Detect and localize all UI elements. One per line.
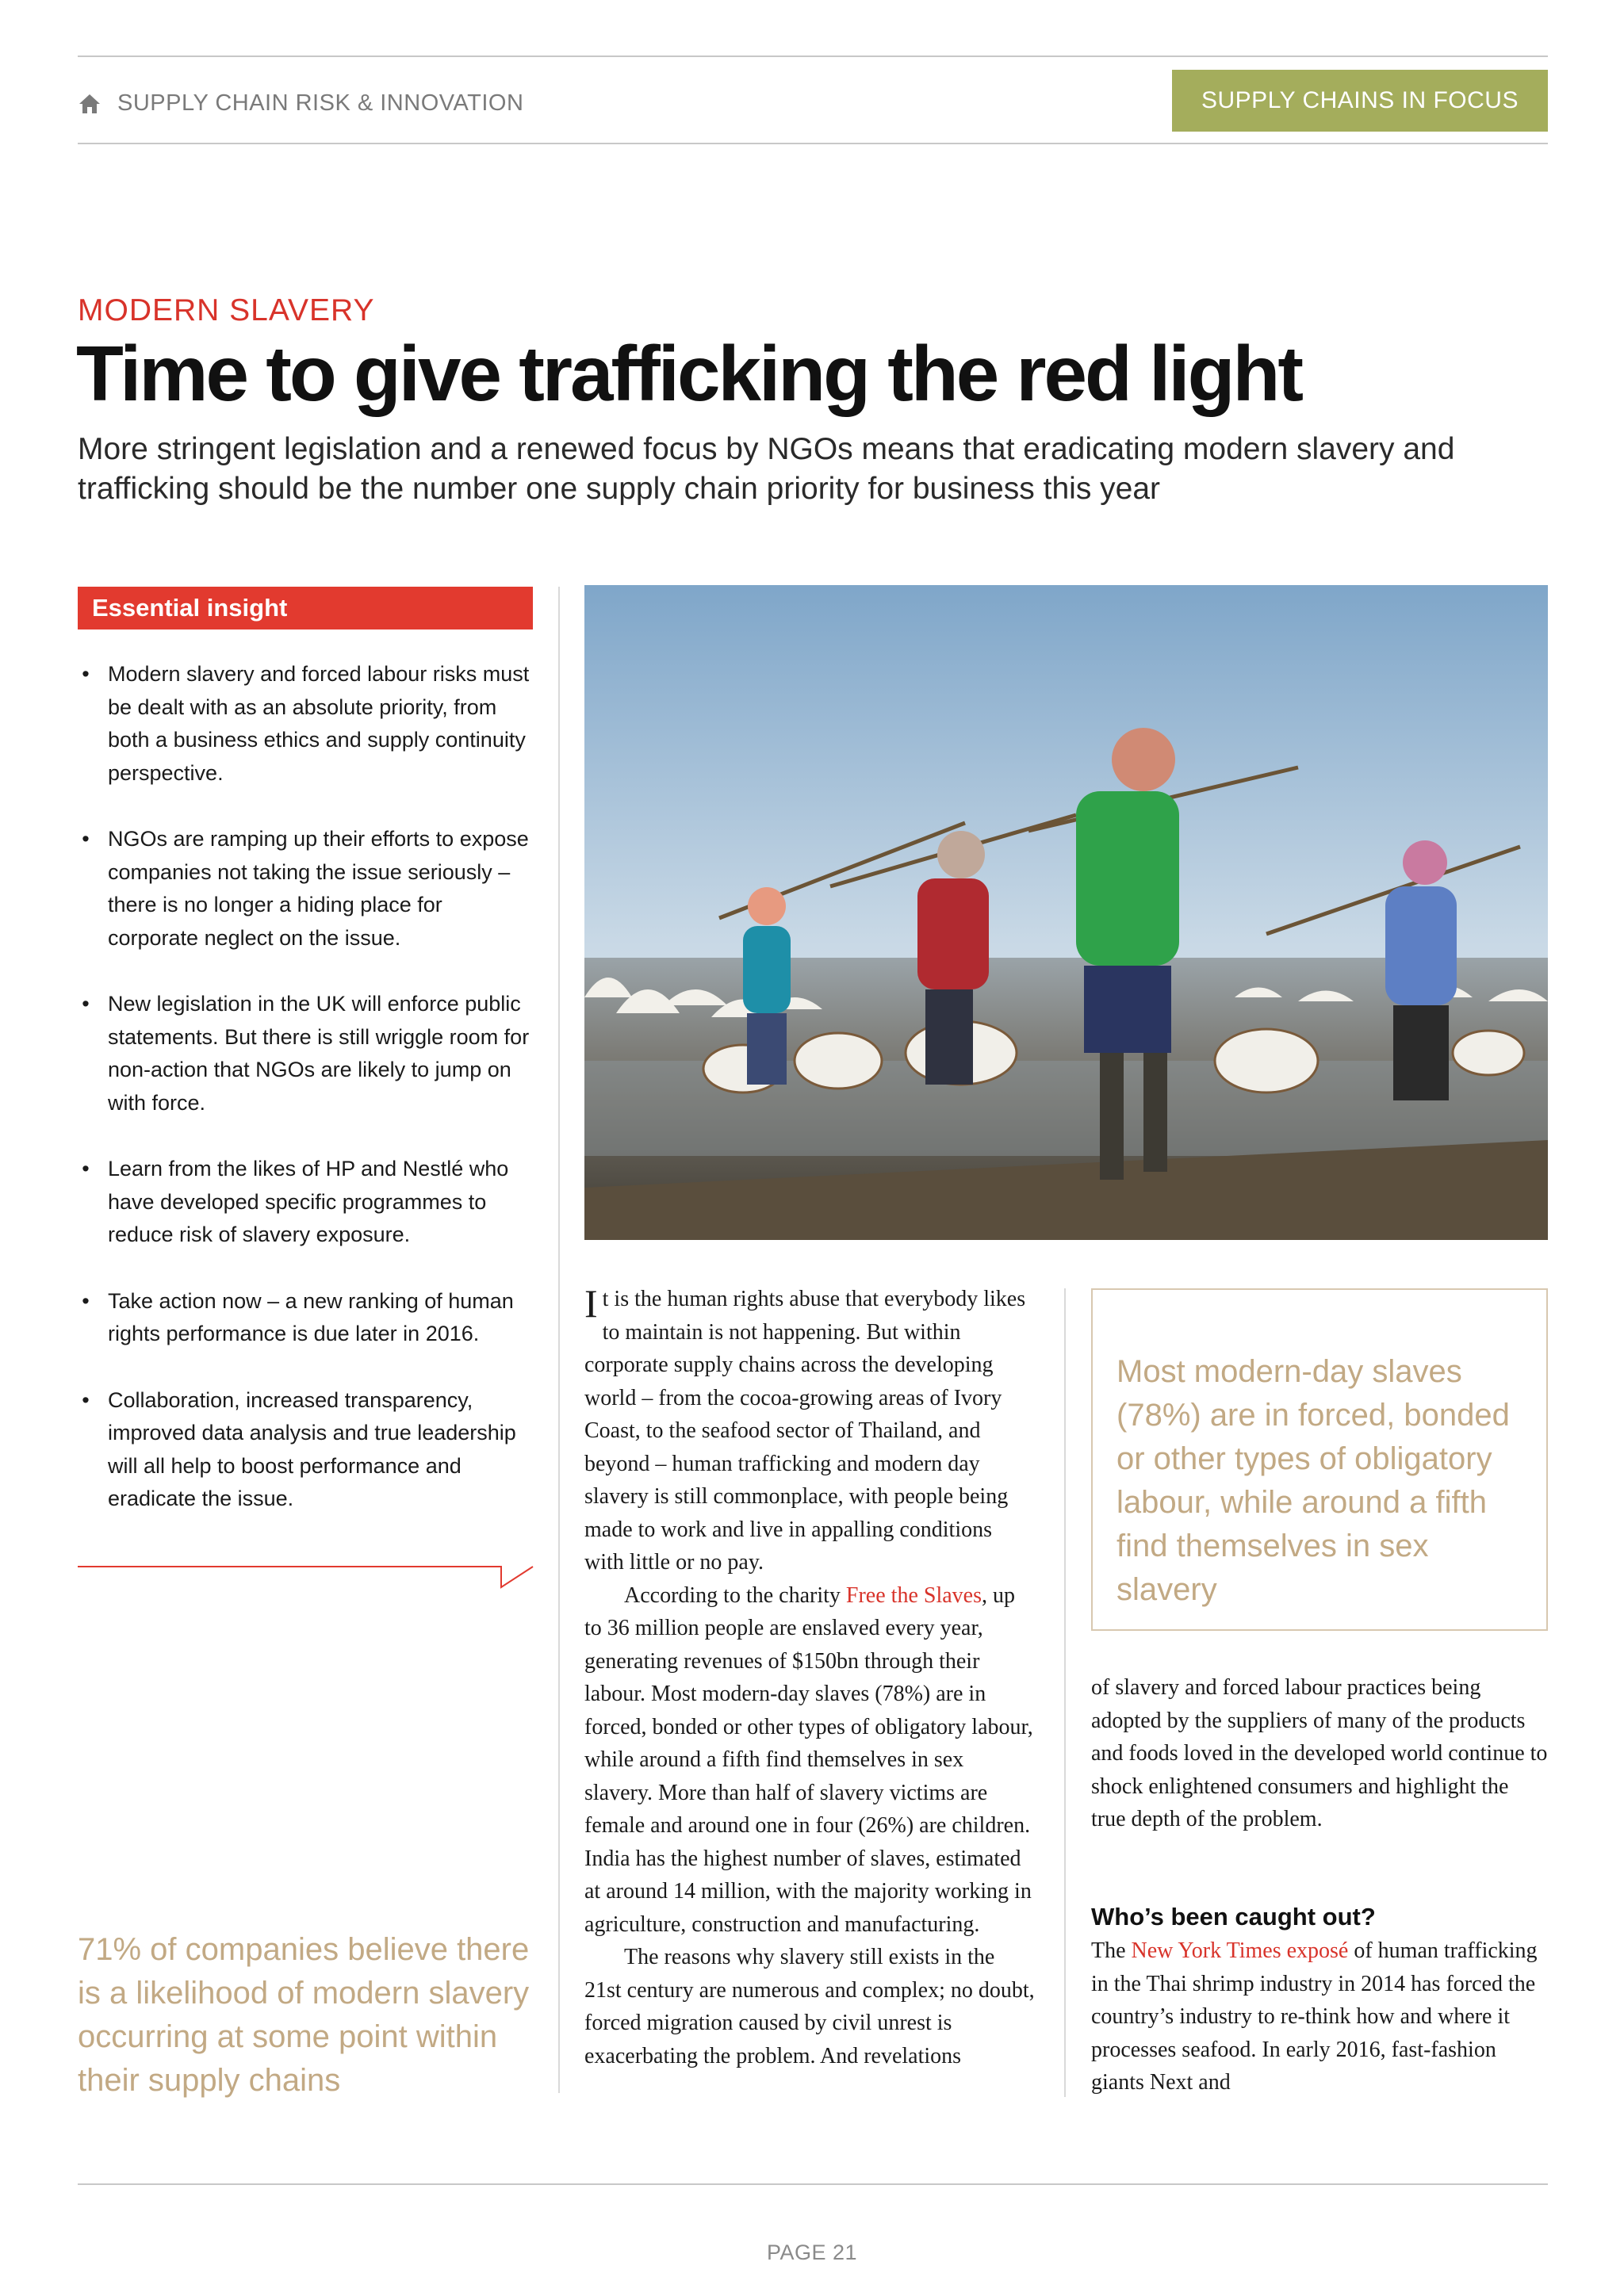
insight-item-text: NGOs are ramping up their efforts to expose companies not taking the issue seriously – there is no longer a hiding place for corporate neglect on the issue. <box>108 827 529 950</box>
insight-pointer-rule <box>78 1562 534 1589</box>
pull-quote-left: 71% of companies believe there is a likelihood of modern slavery occurring at some point within their supply chains <box>78 1932 530 2098</box>
insight-item-text: New legislation in the UK will enforce public statements. But there is still wriggle room for non-action that NGOs are likely to jump on with force. <box>108 992 530 1115</box>
home-icon <box>78 93 102 115</box>
salt-workers-photo <box>584 585 1548 1240</box>
body-paragraph-text: t is the human rights abuse that everybody likes to maintain is not happening. But within corporate supply chains across the developing world – from the cocoa-growing areas of Ivory Coast, to the seafood sector of Thailand, and beyond – human trafficking and modern day slavery is still commonplace, with people being made to work and live in appalling conditions with little or no pay. <box>584 1287 1026 1575</box>
bullet-icon: • <box>82 1387 90 1412</box>
body-column-right-continued <box>1091 1934 1548 2099</box>
insight-item <box>78 1153 538 1252</box>
header-nav-link[interactable] <box>78 90 523 117</box>
insight-item-text: Collaboration, increased transparency, improved data analysis and true leadership will all help to boost performance and eradicate the issue. <box>108 1387 516 1510</box>
essential-insight-heading: Essential insight <box>78 587 533 629</box>
article-headline: Time to give trafficking the red light <box>76 330 1301 417</box>
body-paragraph-text: , up to 36 million people are enslaved every year, generating revenues of $150bn through their labour. Most modern-day slaves (78%) are in forced, bonded or other types of obligatory labour, while around a fifth find themselves in sex slavery. More than half of slavery victims are female and around one in four (26%) are children. India has the highest number of slaves, estimated at around 14 million, with the majority working in agriculture, construction and manufacturing. <box>584 1582 1033 1937</box>
body-paragraph <box>584 1283 1035 1579</box>
body-paragraph-text: of human trafficking in the Thai shrimp industry in 2014 has forced the country’s industry to re-think how and where it processes seafood. In early 2016, fast-fashion giants Next and <box>1091 1938 1538 2095</box>
body-paragraph-text: According to the charity <box>624 1582 846 1608</box>
page-number: PAGE 21 <box>766 2241 858 2264</box>
insight-item <box>78 658 538 790</box>
insight-item <box>78 988 538 1119</box>
insight-item <box>78 1384 538 1516</box>
body-paragraph <box>584 1579 1035 1942</box>
free-the-slaves-link[interactable]: Free the Slaves <box>845 1582 982 1608</box>
body-paragraph: of slavery and forced labour practices being adopted by the suppliers of many of the products and foods loved in the developed world continue to shock enlightened consumers and highlight the true depth of the problem. <box>1091 1675 1548 1831</box>
bullet-icon: • <box>82 992 90 1016</box>
pull-quote-right <box>1091 1288 1548 1631</box>
insight-item-text: Modern slavery and forced labour risks must be dealt with as an absolute priority, from both a business ethics and supply continuity perspective. <box>108 662 530 785</box>
body-paragraph <box>1091 1934 1548 2099</box>
bullet-icon: • <box>82 1157 90 1181</box>
column-divider-right <box>1064 1288 1066 2097</box>
footer-rule <box>78 2183 1548 2185</box>
body-paragraph-text: The <box>1091 1938 1132 1963</box>
header-bottom-rule <box>78 143 1548 144</box>
section-subheading: Who’s been caught out? <box>1091 1903 1376 1931</box>
header-top-rule <box>78 55 1548 57</box>
bullet-icon: • <box>82 827 90 851</box>
drop-cap: I <box>584 1281 598 1326</box>
insight-item-text: Learn from the likes of HP and Nestlé who have developed specific programmes to reduce risk of slavery exposure. <box>108 1157 509 1246</box>
article-standfirst: More stringent legislation and a renewed focus by NGOs means that eradicating modern slavery and trafficking should be the number one supply chain priority for business this year <box>78 432 1455 506</box>
bullet-icon: • <box>82 1288 90 1313</box>
pull-quote-right-text: Most modern-day slaves (78%) are in forced, bonded or other types of obligatory labour, while around a fifth find themselves in sex slavery <box>1116 1354 1510 1607</box>
body-paragraph: The reasons why slavery still exists in the 21st century are numerous and complex; no doubt, forced migration caused by civil unrest is exacerbating the problem. And revelations <box>584 1945 1035 2068</box>
header-nav-label: SUPPLY CHAIN RISK & INNOVATION <box>117 90 524 116</box>
body-column-middle <box>584 1283 1035 2072</box>
insight-item-text: Take action now – a new ranking of human rights performance is due later in 2016. <box>108 1288 514 1345</box>
article-kicker: MODERN SLAVERY <box>78 293 375 327</box>
insight-list <box>78 658 538 1549</box>
bullet-icon: • <box>82 662 90 686</box>
nyt-expose-link[interactable]: New York Times exposé <box>1131 1938 1349 1963</box>
insight-item <box>78 1285 538 1351</box>
column-divider-left <box>558 587 560 2093</box>
body-column-right <box>1091 1671 1548 1836</box>
insight-item <box>78 823 538 955</box>
section-tab[interactable]: SUPPLY CHAINS IN FOCUS <box>1172 70 1548 132</box>
